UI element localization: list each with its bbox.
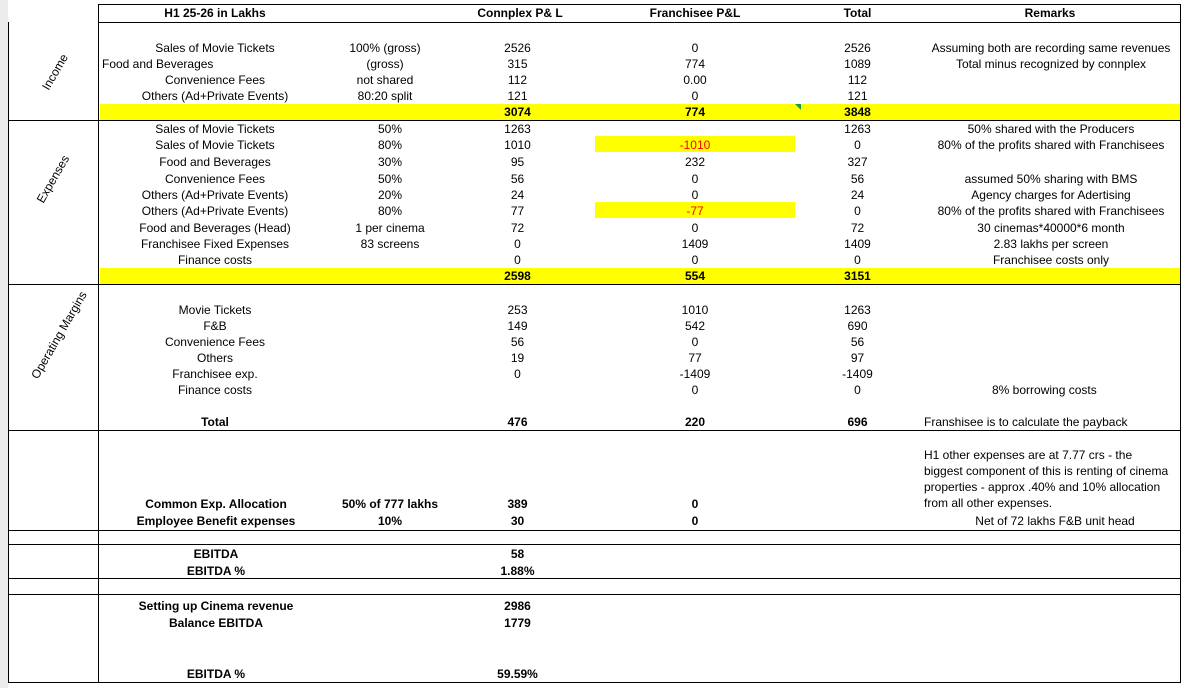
margin-franchisee: 0 [691,335,699,349]
expense-total: 0 [854,204,861,218]
expense-remark: Franchisee costs only [992,253,1110,267]
bottom-border [8,682,1181,683]
income-connplex: 315 [507,57,528,71]
expense-franchisee: 232 [684,155,706,169]
expense-label: Convenience Fees [164,172,266,186]
balance-ebitda-label: Balance EBITDA [168,616,264,630]
section-expenses-label: Expenses [33,152,73,206]
income-total: 112 [847,73,868,87]
expense-basis: 50% [377,122,403,136]
expense-total: 1409 [844,237,871,251]
margin-franchisee: 0 [691,383,699,397]
expense-connplex: 95 [510,155,525,169]
expense-total: 327 [847,155,868,169]
margin-total-label: Total [201,415,229,429]
margin-franchisee: 542 [684,319,706,333]
margin-franchisee: 77 [688,351,702,365]
income-label: Convenience Fees [164,73,266,87]
income-remark: Total minus recognized by connplex [955,57,1147,71]
expense-basis: 1 per cinema [355,221,425,235]
expense-remark: assumed 50% sharing with BMS [964,172,1138,186]
header-franchisee: Franchisee P&L [649,6,741,20]
expense-basis: 20% [377,188,403,202]
expense-total: 56 [850,172,865,186]
margin-connplex: 0 [514,367,521,381]
common-label: Employee Benefit expenses [136,514,296,528]
expense-remark: 30 cinemas*40000*6 month [977,221,1125,235]
expense-franchisee: 0 [691,221,699,235]
expense-label: Franchisee Fixed Expenses [140,237,290,251]
expense-connplex: 1010 [504,138,531,152]
margin-connplex: 253 [507,303,528,317]
outer-left-border [8,22,9,682]
expense-label: Sales of Movie Tickets [155,138,275,152]
income-total: 2526 [844,41,871,55]
expense-connplex: 24 [510,188,525,202]
common-divider-b [8,544,1181,545]
income-total-franchisee: 774 [684,105,706,119]
expense-total: 1263 [844,122,871,136]
expense-connplex: 77 [510,204,525,218]
expense-label: Food and Beverages [159,155,271,169]
header-period: H1 25-26 in Lakhs [164,6,266,20]
expense-total: 0 [854,253,861,267]
margin-franchisee: -1409 [679,367,711,381]
income-label: Others (Ad+Private Events) [141,89,289,103]
expense-connplex: 0 [514,237,521,251]
expense-connplex: 72 [510,221,525,235]
income-total-highlight [100,104,1180,120]
margin-total-franchisee: 220 [684,415,706,429]
margin-label: Others [196,351,233,365]
section-income-label: Income [39,51,71,93]
income-franchisee: 0.00 [683,73,707,87]
expense-total-total: 3151 [844,269,871,283]
expense-label: Others (Ad+Private Events) [141,188,289,202]
left-border [98,4,99,682]
expense-franchisee: 0 [691,188,699,202]
margin-label: Franchisee exp. [172,367,258,381]
expense-basis: 83 screens [360,237,420,251]
row-gutter [0,0,8,688]
income-label: Food and Beverages [102,57,214,71]
expense-total-connplex: 2598 [504,269,531,283]
income-connplex: 2526 [504,41,531,55]
expense-divider [8,284,1181,285]
ebitda-label: EBITDA [193,547,239,561]
expense-total: 24 [850,188,865,202]
margin-total: 0 [854,383,861,397]
margin-connplex: 149 [507,319,528,333]
margin-franchisee: 1010 [681,303,709,317]
expense-remark: Agency charges for Adertising [971,188,1131,202]
right-border [1180,4,1181,682]
expense-total: 0 [854,138,861,152]
margin-total-connplex: 476 [507,415,528,429]
common-franchisee: 0 [691,497,699,511]
income-basis: not shared [356,73,414,87]
expense-label: Sales of Movie Tickets [155,122,275,136]
expense-total-franchisee: 554 [684,269,706,283]
income-total-connplex: 3074 [504,105,531,119]
expense-remark: 2.83 lakhs per screen [993,237,1109,251]
common-basis: 10% [377,514,403,528]
margin-total: 1263 [844,303,871,317]
margin-total: 56 [850,335,865,349]
expense-basis: 80% [377,204,403,218]
margin-total: 690 [847,319,868,333]
income-connplex: 121 [507,89,528,103]
expense-connplex: 1263 [504,122,531,136]
expense-franchisee-negative: -1010 [679,138,711,152]
common-franchisee: 0 [691,514,699,528]
expense-franchisee: 0 [691,172,699,186]
setup-revenue-label: Setting up Cinema revenue [138,599,294,613]
ebitda-pct-value: 1.88% [500,564,535,578]
balance-ebitda-value: 1779 [504,616,531,630]
margin-connplex: 19 [510,351,525,365]
margin-label: Convenience Fees [164,335,266,349]
margin-remark: 8% borrowing costs [992,383,1097,397]
income-basis: 80:20 split [357,89,413,103]
income-total: 121 [847,89,868,103]
income-franchisee: 0 [691,41,699,55]
expense-franchisee-negative: -77 [686,204,704,218]
expense-total: 72 [850,221,865,235]
expense-total-highlight [100,268,1180,284]
expense-connplex: 0 [514,253,521,267]
expense-label: Finance costs [177,253,253,267]
final-ebitda-pct-value: 59.59% [497,667,538,681]
income-total: 1089 [844,57,871,71]
section-margins-label: Operating Margins [28,288,90,382]
common-remark: Net of 72 lakhs F&B unit head [975,514,1135,528]
header-border [98,22,1181,23]
common-basis: 50% of 777 lakhs [341,497,439,511]
common-divider-a [8,530,1181,531]
margin-label: Movie Tickets [178,303,252,317]
expense-basis: 80% [377,138,403,152]
margin-total-remark: Franshisee is to calculate the payback [924,415,1128,429]
income-label: Sales of Movie Tickets [155,41,275,55]
margin-total: -1409 [842,367,873,381]
ebitda-pct-label: EBITDA % [186,564,246,578]
header-remarks: Remarks [1024,6,1076,20]
expense-remark: 80% of the profits shared with Franchisees [937,138,1165,152]
common-connplex: 389 [507,497,528,511]
expense-remark: 80% of the profits shared with Franchisees [937,204,1165,218]
income-basis: (gross) [366,57,404,71]
income-franchisee: 774 [684,57,706,71]
expense-franchisee: 1409 [681,237,709,251]
margin-connplex: 56 [510,335,525,349]
common-note: H1 other expenses are at 7.77 crs - the biggest component of this is renting of cinema properties - approx .40% and 10% allocation from all other expenses. [924,448,1169,510]
margin-total: 97 [850,351,865,365]
setup-revenue-value: 2986 [504,599,531,613]
income-total-total: 3848 [844,105,871,119]
margin-label: F&B [203,319,227,333]
common-label: Common Exp. Allocation [145,497,287,511]
expense-basis: 50% [377,172,403,186]
margin-label: Finance costs [177,383,253,397]
expense-basis: 30% [377,155,403,169]
margin-divider [8,430,1181,431]
ebitda-value: 58 [510,547,525,561]
expense-remark: 50% shared with the Producers [967,122,1135,136]
header-connplex: Connplex P& L [477,6,563,20]
final-ebitda-pct-label: EBITDA % [186,667,246,681]
comment-marker-icon [795,104,801,110]
income-remark: Assuming both are recording same revenues [931,41,1171,55]
income-franchisee: 0 [691,89,699,103]
expense-label: Others (Ad+Private Events) [141,204,289,218]
expense-label: Food and Beverages (Head) [139,221,291,235]
expense-connplex: 56 [510,172,525,186]
income-basis: 100% (gross) [349,41,421,55]
ebitda-divider-b [8,594,1181,595]
header-total: Total [843,6,872,20]
expense-franchisee: 0 [691,253,699,267]
margin-total-total: 696 [847,415,868,429]
income-connplex: 112 [507,73,528,87]
common-connplex: 30 [510,514,525,528]
